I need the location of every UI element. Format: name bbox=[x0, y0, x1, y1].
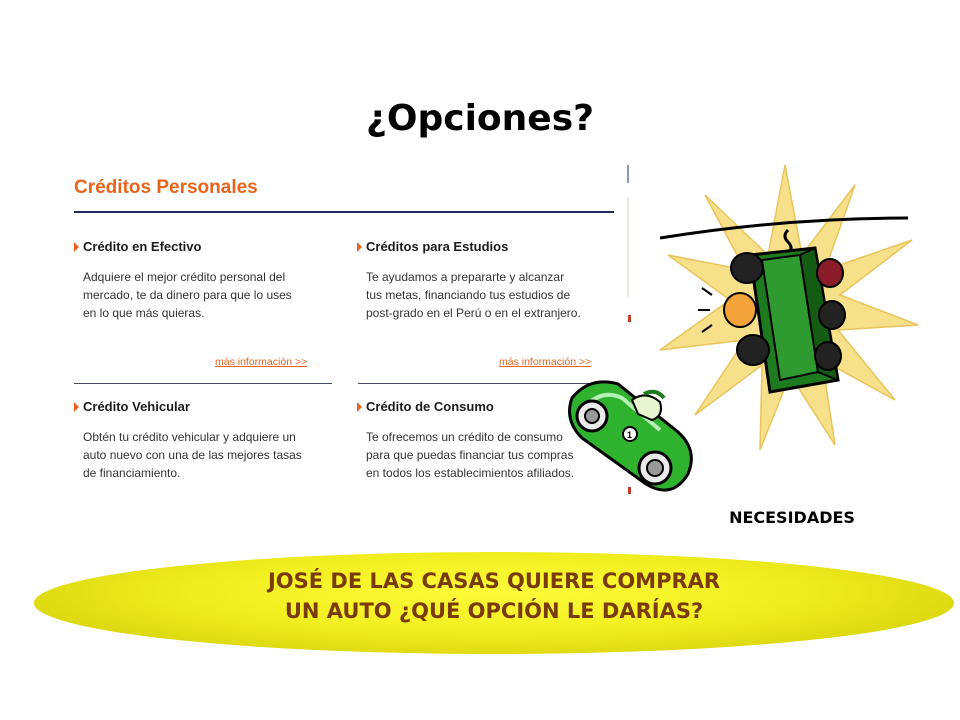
arrow-icon bbox=[357, 242, 362, 252]
arrow-icon bbox=[357, 402, 362, 412]
svg-text:1: 1 bbox=[627, 430, 633, 440]
question-line-1: JOSÉ DE LAS CASAS QUIERE COMPRAR bbox=[267, 569, 721, 593]
card-description: Te ayudamos a prepararte y alcanzar tus metas, financiando tus estudios de post-grado en el Perú o en el extranjero. bbox=[366, 270, 581, 320]
car-clipart-icon bbox=[560, 372, 710, 502]
card-description: Adquiere el mejor crédito personal del mercado, te da dinero para que lo uses en lo que más quieras. bbox=[83, 270, 292, 320]
panel-title: Créditos Personales bbox=[74, 177, 258, 198]
needs-label: NECESIDADES bbox=[729, 508, 855, 527]
card-credito-vehicular bbox=[74, 399, 344, 482]
card-title[interactable]: Crédito en Efectivo bbox=[83, 239, 202, 254]
card-description: Obtén tu crédito vehicular y adquiere un auto nuevo con una de las mejores tasas de financiamiento. bbox=[83, 430, 302, 480]
slide-title: ¿Opciones? bbox=[365, 98, 595, 139]
card-title[interactable]: Crédito Vehicular bbox=[83, 399, 190, 414]
question-line-2: UN AUTO ¿QUÉ OPCIÓN LE DARÍAS? bbox=[284, 599, 704, 623]
divider bbox=[74, 383, 332, 384]
question-text bbox=[34, 566, 954, 626]
more-info-link-efectivo[interactable]: más información >> bbox=[215, 356, 308, 368]
card-title[interactable]: Créditos para Estudios bbox=[366, 239, 509, 254]
more-info-link-estudios[interactable]: más información >> bbox=[499, 356, 592, 368]
title-rule bbox=[74, 211, 614, 213]
credit-options-screenshot bbox=[66, 163, 646, 503]
arrow-icon bbox=[74, 402, 79, 412]
arrow-icon bbox=[74, 242, 79, 252]
card-creditos-estudios bbox=[357, 239, 627, 322]
card-description: Te ofrecemos un crédito de consumo para que puedas financiar tus compras en todos los establecimientos afiliados. bbox=[366, 430, 575, 480]
card-title[interactable]: Crédito de Consumo bbox=[366, 399, 494, 414]
card-credito-efectivo bbox=[74, 239, 344, 322]
